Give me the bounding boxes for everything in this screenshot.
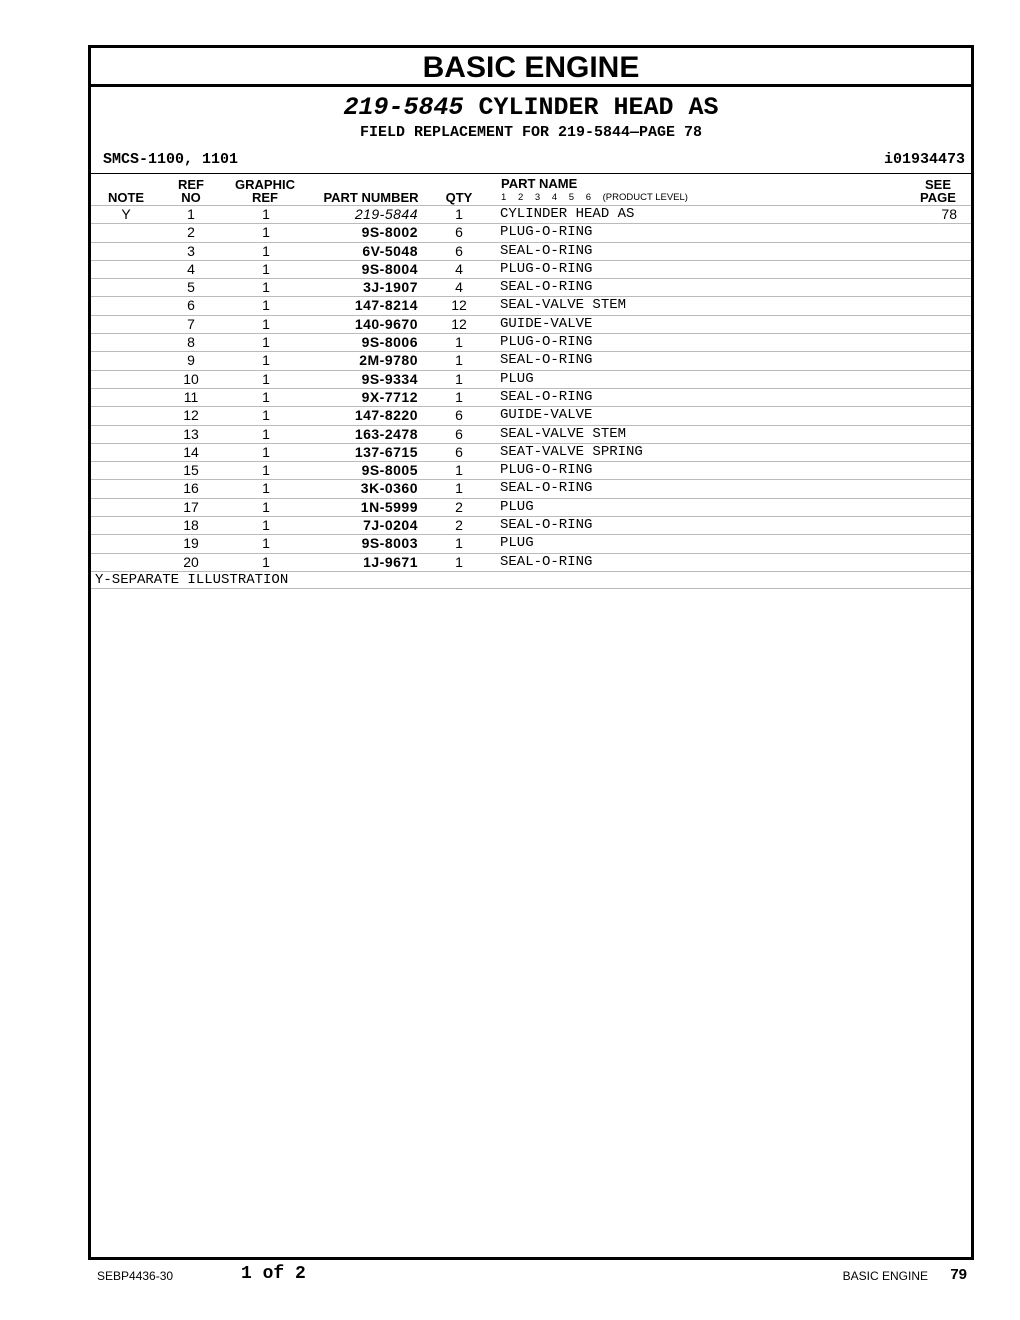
row-graphic-ref: 1 xyxy=(262,517,270,534)
table-row xyxy=(91,260,971,278)
row-qty: 1 xyxy=(455,370,463,387)
product-level-legend xyxy=(501,192,697,203)
row-qty: 1 xyxy=(455,535,463,552)
row-qty: 2 xyxy=(455,517,463,534)
row-ref-no: 5 xyxy=(187,279,195,296)
footer-section: BASIC ENGINE xyxy=(842,1269,928,1283)
table-row xyxy=(91,296,971,314)
row-part-name: PLUG-O-RING xyxy=(500,224,593,241)
col-graphic-ref-bottom: REF xyxy=(252,190,278,205)
row-part-name: GUIDE-VALVE xyxy=(500,407,593,424)
table-row xyxy=(91,205,971,223)
row-part-number: 2M-9780 xyxy=(359,352,418,369)
row-ref-no: 8 xyxy=(187,334,195,351)
table-row xyxy=(91,370,971,388)
row-ref-no: 16 xyxy=(183,480,199,497)
group-title xyxy=(91,94,971,122)
table-row xyxy=(91,553,971,571)
row-part-name: PLUG xyxy=(500,535,534,552)
row-part-number: 3J-1907 xyxy=(363,279,418,296)
row-graphic-ref: 1 xyxy=(262,224,270,241)
row-graphic-ref: 1 xyxy=(262,260,270,277)
table-row xyxy=(91,479,971,497)
row-qty: 1 xyxy=(455,352,463,369)
row-graphic-ref: 1 xyxy=(262,279,270,296)
row-graphic-ref: 1 xyxy=(262,407,270,424)
row-part-name: SEAL-O-RING xyxy=(500,388,593,405)
row-part-name: PLUG-O-RING xyxy=(500,462,593,479)
row-part-name: PLUG-O-RING xyxy=(500,260,593,277)
col-part-number: PART NUMBER xyxy=(323,190,419,205)
row-ref-no: 6 xyxy=(187,297,195,314)
row-ref-no: 20 xyxy=(183,553,199,570)
row-part-number: 140-9670 xyxy=(354,315,418,332)
table-row xyxy=(91,516,971,534)
table-row xyxy=(91,498,971,516)
row-part-name: PLUG xyxy=(500,370,534,387)
row-ref-no: 13 xyxy=(183,425,199,442)
product-level-2: 2 xyxy=(517,192,524,203)
row-ref-no: 1 xyxy=(187,206,195,222)
product-level-1: 1 xyxy=(501,192,507,203)
row-part-number: 9S-8006 xyxy=(361,334,418,351)
row-qty: 6 xyxy=(455,242,463,259)
header-divider xyxy=(91,173,971,174)
row-qty: 6 xyxy=(455,425,463,442)
table-row xyxy=(91,278,971,296)
row-ref-no: 4 xyxy=(187,260,195,277)
row-part-name: SEAL-VALVE STEM xyxy=(500,425,627,442)
row-graphic-ref: 1 xyxy=(262,553,270,570)
table-row xyxy=(91,425,971,443)
col-ref-top: REF xyxy=(178,177,204,192)
table-row xyxy=(91,315,971,333)
row-part-number: 163-2478 xyxy=(354,425,418,442)
row-part-name: SEAL-O-RING xyxy=(500,480,593,497)
table-row xyxy=(91,406,971,424)
row-part-number: 9S-8003 xyxy=(361,535,418,552)
illustration-id: i01934473 xyxy=(883,151,965,168)
col-graphic-ref-top: GRAPHIC xyxy=(235,177,295,192)
col-note: NOTE xyxy=(107,190,145,205)
row-qty: 1 xyxy=(455,206,463,222)
row-graphic-ref: 1 xyxy=(262,480,270,497)
row-graphic-ref: 1 xyxy=(262,242,270,259)
row-graphic-ref: 1 xyxy=(262,352,270,369)
row-part-number: 9S-8004 xyxy=(361,260,418,277)
row-ref-no: 18 xyxy=(183,517,199,534)
row-ref-no: 15 xyxy=(183,462,199,479)
row-part-number: 219-5844 xyxy=(354,206,418,222)
row-graphic-ref: 1 xyxy=(262,535,270,552)
row-graphic-ref: 1 xyxy=(262,443,270,460)
row-part-number: 9S-9334 xyxy=(361,370,418,387)
row-graphic-ref: 1 xyxy=(262,315,270,332)
row-ref-no: 14 xyxy=(183,443,199,460)
col-see-page-bottom: PAGE xyxy=(920,190,956,205)
row-ref-no: 19 xyxy=(183,535,199,552)
table-row xyxy=(91,461,971,479)
product-level-5: 5 xyxy=(568,192,575,203)
row-qty: 1 xyxy=(455,480,463,497)
row-ref-no: 2 xyxy=(187,224,195,241)
row-part-name: SEAL-O-RING xyxy=(500,553,593,570)
row-part-name: SEAL-O-RING xyxy=(500,242,593,259)
row-qty: 12 xyxy=(451,297,467,314)
row-part-name: SEAL-O-RING xyxy=(500,279,593,296)
row-qty: 6 xyxy=(455,224,463,241)
row-qty: 1 xyxy=(455,462,463,479)
row-graphic-ref: 1 xyxy=(262,498,270,515)
group-part-number: 219-5845 xyxy=(343,93,464,122)
table-row xyxy=(91,534,971,552)
group-subtitle: FIELD REPLACEMENT FOR 219-5844—PAGE 78 xyxy=(359,124,703,141)
row-part-number: 9X-7712 xyxy=(361,388,418,405)
row-part-name: SEAL-VALVE STEM xyxy=(500,297,627,314)
row-ref-no: 7 xyxy=(187,315,195,332)
row-ref-no: 12 xyxy=(183,407,199,424)
row-qty: 1 xyxy=(455,334,463,351)
table-row xyxy=(91,443,971,461)
parts-list xyxy=(91,205,971,589)
col-qty: QTY xyxy=(445,190,473,205)
row-qty: 2 xyxy=(455,498,463,515)
row-part-name: GUIDE-VALVE xyxy=(500,315,593,332)
row-part-name: SEAT-VALVE SPRING xyxy=(500,443,643,460)
row-graphic-ref: 1 xyxy=(262,334,270,351)
col-ref-bottom: NO xyxy=(181,190,201,205)
row-graphic-ref: 1 xyxy=(262,370,270,387)
footer-doc-number: SEBP4436-30 xyxy=(97,1269,174,1283)
row-part-name: SEAL-O-RING xyxy=(500,517,593,534)
row-part-number: 3K-0360 xyxy=(360,480,418,497)
row-graphic-ref: 1 xyxy=(262,297,270,314)
row-see-page: 78 xyxy=(941,206,957,222)
row-part-name: PLUG xyxy=(500,498,534,515)
product-level-6: 6 xyxy=(585,192,591,203)
row-part-number: 147-8220 xyxy=(354,407,418,424)
row-graphic-ref: 1 xyxy=(262,462,270,479)
row-ref-no: 9 xyxy=(187,352,195,369)
table-row xyxy=(91,242,971,260)
row-qty: 6 xyxy=(455,443,463,460)
section-title: BASIC ENGINE xyxy=(91,48,971,87)
table-row xyxy=(91,351,971,369)
row-graphic-ref: 1 xyxy=(262,206,270,222)
row-part-name: SEAL-O-RING xyxy=(500,352,593,369)
group-name: CYLINDER HEAD AS xyxy=(478,93,719,122)
page-footer xyxy=(0,1264,1020,1288)
row-qty: 4 xyxy=(455,260,463,277)
row-part-number: 9S-8005 xyxy=(361,462,418,479)
row-qty: 1 xyxy=(455,553,463,570)
row-part-number: 1N-5999 xyxy=(360,498,418,515)
row-part-number: 137-6715 xyxy=(354,443,418,460)
row-qty: 1 xyxy=(455,388,463,405)
row-ref-no: 3 xyxy=(187,242,195,259)
product-level-label: (PRODUCT LEVEL) xyxy=(602,192,688,203)
row-part-name: PLUG-O-RING xyxy=(500,334,593,351)
row-part-number: 9S-8002 xyxy=(361,224,418,241)
footer-page-number: 79 xyxy=(950,1266,967,1283)
row-part-number: 7J-0204 xyxy=(363,517,418,534)
row-qty: 4 xyxy=(455,279,463,296)
col-part-name: PART NAME xyxy=(501,176,578,191)
table-row xyxy=(91,333,971,351)
footnote-text: Y-SEPARATE ILLUSTRATION xyxy=(95,571,289,588)
row-qty: 6 xyxy=(455,407,463,424)
smcs-code: SMCS-1100, 1101 xyxy=(103,151,239,168)
table-row xyxy=(91,223,971,241)
row-note: Y xyxy=(121,206,131,222)
row-part-number: 1J-9671 xyxy=(363,553,418,570)
table-row xyxy=(91,388,971,406)
product-level-4: 4 xyxy=(551,192,558,203)
parts-page-frame xyxy=(88,45,974,1260)
row-part-number: 147-8214 xyxy=(354,297,418,314)
product-level-3: 3 xyxy=(534,192,541,203)
footnote-row xyxy=(91,571,971,589)
row-part-number: 6V-5048 xyxy=(362,242,418,259)
row-part-name: CYLINDER HEAD AS xyxy=(500,206,635,222)
row-graphic-ref: 1 xyxy=(262,388,270,405)
col-see-page-top: SEE xyxy=(924,177,951,192)
row-ref-no: 11 xyxy=(183,388,199,405)
row-graphic-ref: 1 xyxy=(262,425,270,442)
row-qty: 12 xyxy=(451,315,467,332)
footer-page-of: 1 of 2 xyxy=(241,1264,306,1284)
row-ref-no: 17 xyxy=(183,498,199,515)
row-ref-no: 10 xyxy=(183,370,199,387)
